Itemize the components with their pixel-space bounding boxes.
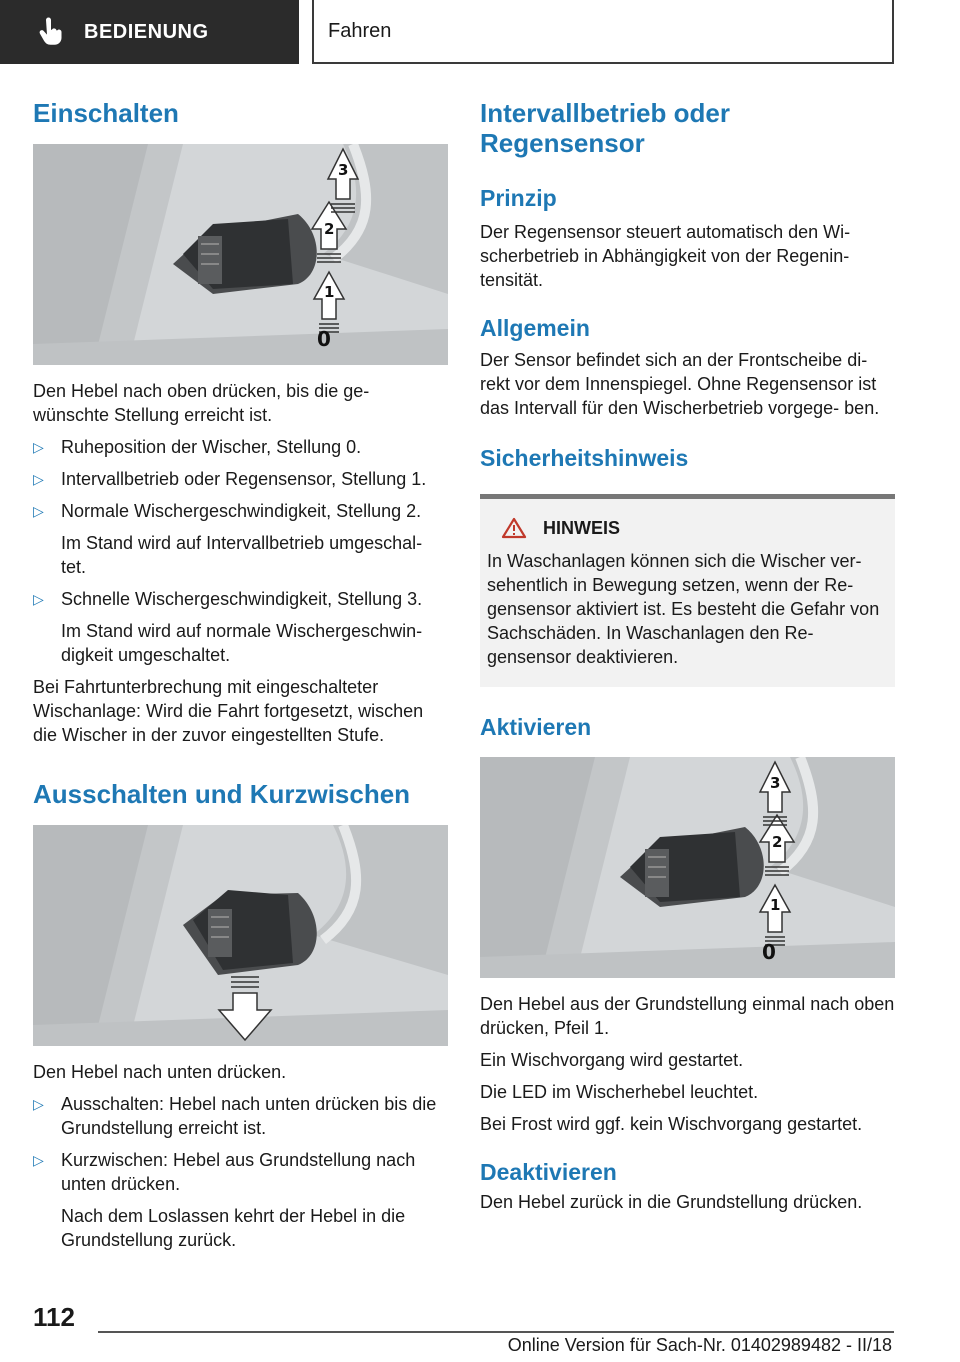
list-item: ▷ Intervallbetrieb oder Regensensor, Stellung 1. [33,469,427,489]
list-stellungen [33,435,448,523]
heading-intervall: Intervallbetrieb oder Regensensor [480,98,730,158]
triangle-bullet-icon: ▷ [33,1152,44,1168]
list-item: ▷ Ausschalten: Hebel nach unten drücken bis die Grundstellung erreicht ist. [33,1094,437,1138]
heading-einschalten: Einschalten [33,98,179,128]
para-einschalten: Den Hebel nach oben drücken, bis die ge‐ wünschte Stellung erreicht ist. [33,381,370,425]
heading-ausschalten: Ausschalten und Kurzwischen [33,779,411,809]
hand-pointer-icon [34,16,66,48]
list-item: ▷ Ruheposition der Wischer, Stellung 0. [33,437,362,457]
label-0: 0 [317,327,331,351]
sub-note-1: Im Stand wird auf Intervallbetrieb umgeschal‐ tet. [61,533,423,577]
section-header [312,0,894,64]
footer-divider [98,1331,894,1333]
para-ausschalten: Den Hebel nach unten drücken. [33,1062,287,1082]
heading-prinzip: Prinzip [480,185,557,211]
chapter-label: BEDIENUNG [84,20,209,43]
label-3: 3 [770,774,781,792]
label-2: 2 [772,833,783,851]
para-akt-4: Bei Frost wird ggf. kein Wischvorgang gestartet. [480,1114,863,1134]
triangle-bullet-icon: ▷ [33,439,44,455]
figure-lever-down [33,825,448,1046]
list-ausschalten [33,1092,448,1196]
chapter-tab[interactable] [0,0,299,64]
list-item: ▷ Kurzwischen: Hebel aus Grundstellung nach unten drücken. [33,1150,416,1194]
list-stellungen-2 [33,587,448,611]
figure-aktivieren [480,757,895,978]
para-akt-1: Den Hebel aus der Grundstellung einmal nach oben drücken, Pfeil 1. [480,994,895,1038]
triangle-bullet-icon: ▷ [33,1096,44,1112]
para-akt-2: Ein Wischvorgang wird gestartet. [480,1050,744,1070]
warning-triangle-icon [501,517,527,539]
para-akt-3: Die LED im Wischerhebel leuchtet. [480,1082,759,1102]
para-allgemein: Der Sensor befindet sich an der Frontscheibe di‐ rekt vor dem Innenspiegel. Ohne Regensensor ist das Intervall für den Wischerbetrieb vorgege‐ ben. [480,350,880,418]
note-text: In Waschanlagen können sich die Wischer ver‐ sehentlich in Bewegung setzen, wenn der Re‐ gensensor aktiviert ist. Es besteht die Gefahr von Sachschäden. In Waschanlagen den Re‐ gensensor deaktivieren. [487,551,880,667]
page-number: 112 [33,1302,75,1332]
label-1: 1 [324,283,335,301]
para-deaktivieren: Den Hebel zurück in die Grundstellung drücken. [480,1192,863,1212]
heading-aktivieren: Aktivieren [480,714,592,740]
heading-sicherheit: Sicherheitshinweis [480,445,689,471]
sub-note-2: Im Stand wird auf normale Wischergeschwin‐ digkeit umgeschaltet. [61,621,423,665]
right-column [480,98,895,1214]
figure-lever-up [33,144,448,365]
heading-allgemein: Allgemein [480,315,590,341]
warning-note [480,494,895,687]
label-0: 0 [762,940,776,964]
label-1: 1 [770,896,781,914]
section-label: Fahren [328,19,392,42]
note-header [501,517,888,539]
footer-version-text: Online Version für Sach-Nr. 01402989482 - II/18 [507,1335,892,1355]
list-item: ▷ Schnelle Wischergeschwindigkeit, Stellung 3. [33,589,423,609]
list-item: ▷ Normale Wischergeschwindigkeit, Stellung 2. [33,501,422,521]
triangle-bullet-icon: ▷ [33,471,44,487]
label-3: 3 [338,161,349,179]
triangle-bullet-icon: ▷ [33,503,44,519]
heading-deaktivieren: Deaktivieren [480,1159,617,1185]
note-title: HINWEIS [543,517,621,538]
para-fahrtunterbrechung: Bei Fahrtunterbrechung mit eingeschalteter Wischanlage: Wird die Fahrt fortgesetzt, wischen die Wischer in der zuvor eingestellten Stufe. [33,677,424,745]
triangle-bullet-icon: ▷ [33,591,44,607]
left-column [33,98,448,1252]
para-prinzip: Der Regensensor steuert automatisch den Wi‐ scherbetrieb in Abhängigkeit von der Regenin‐ tensität. [480,222,851,290]
sub-note-3: Nach dem Loslassen kehrt der Hebel in die Grundstellung zurück. [61,1206,406,1250]
label-2: 2 [324,220,335,238]
